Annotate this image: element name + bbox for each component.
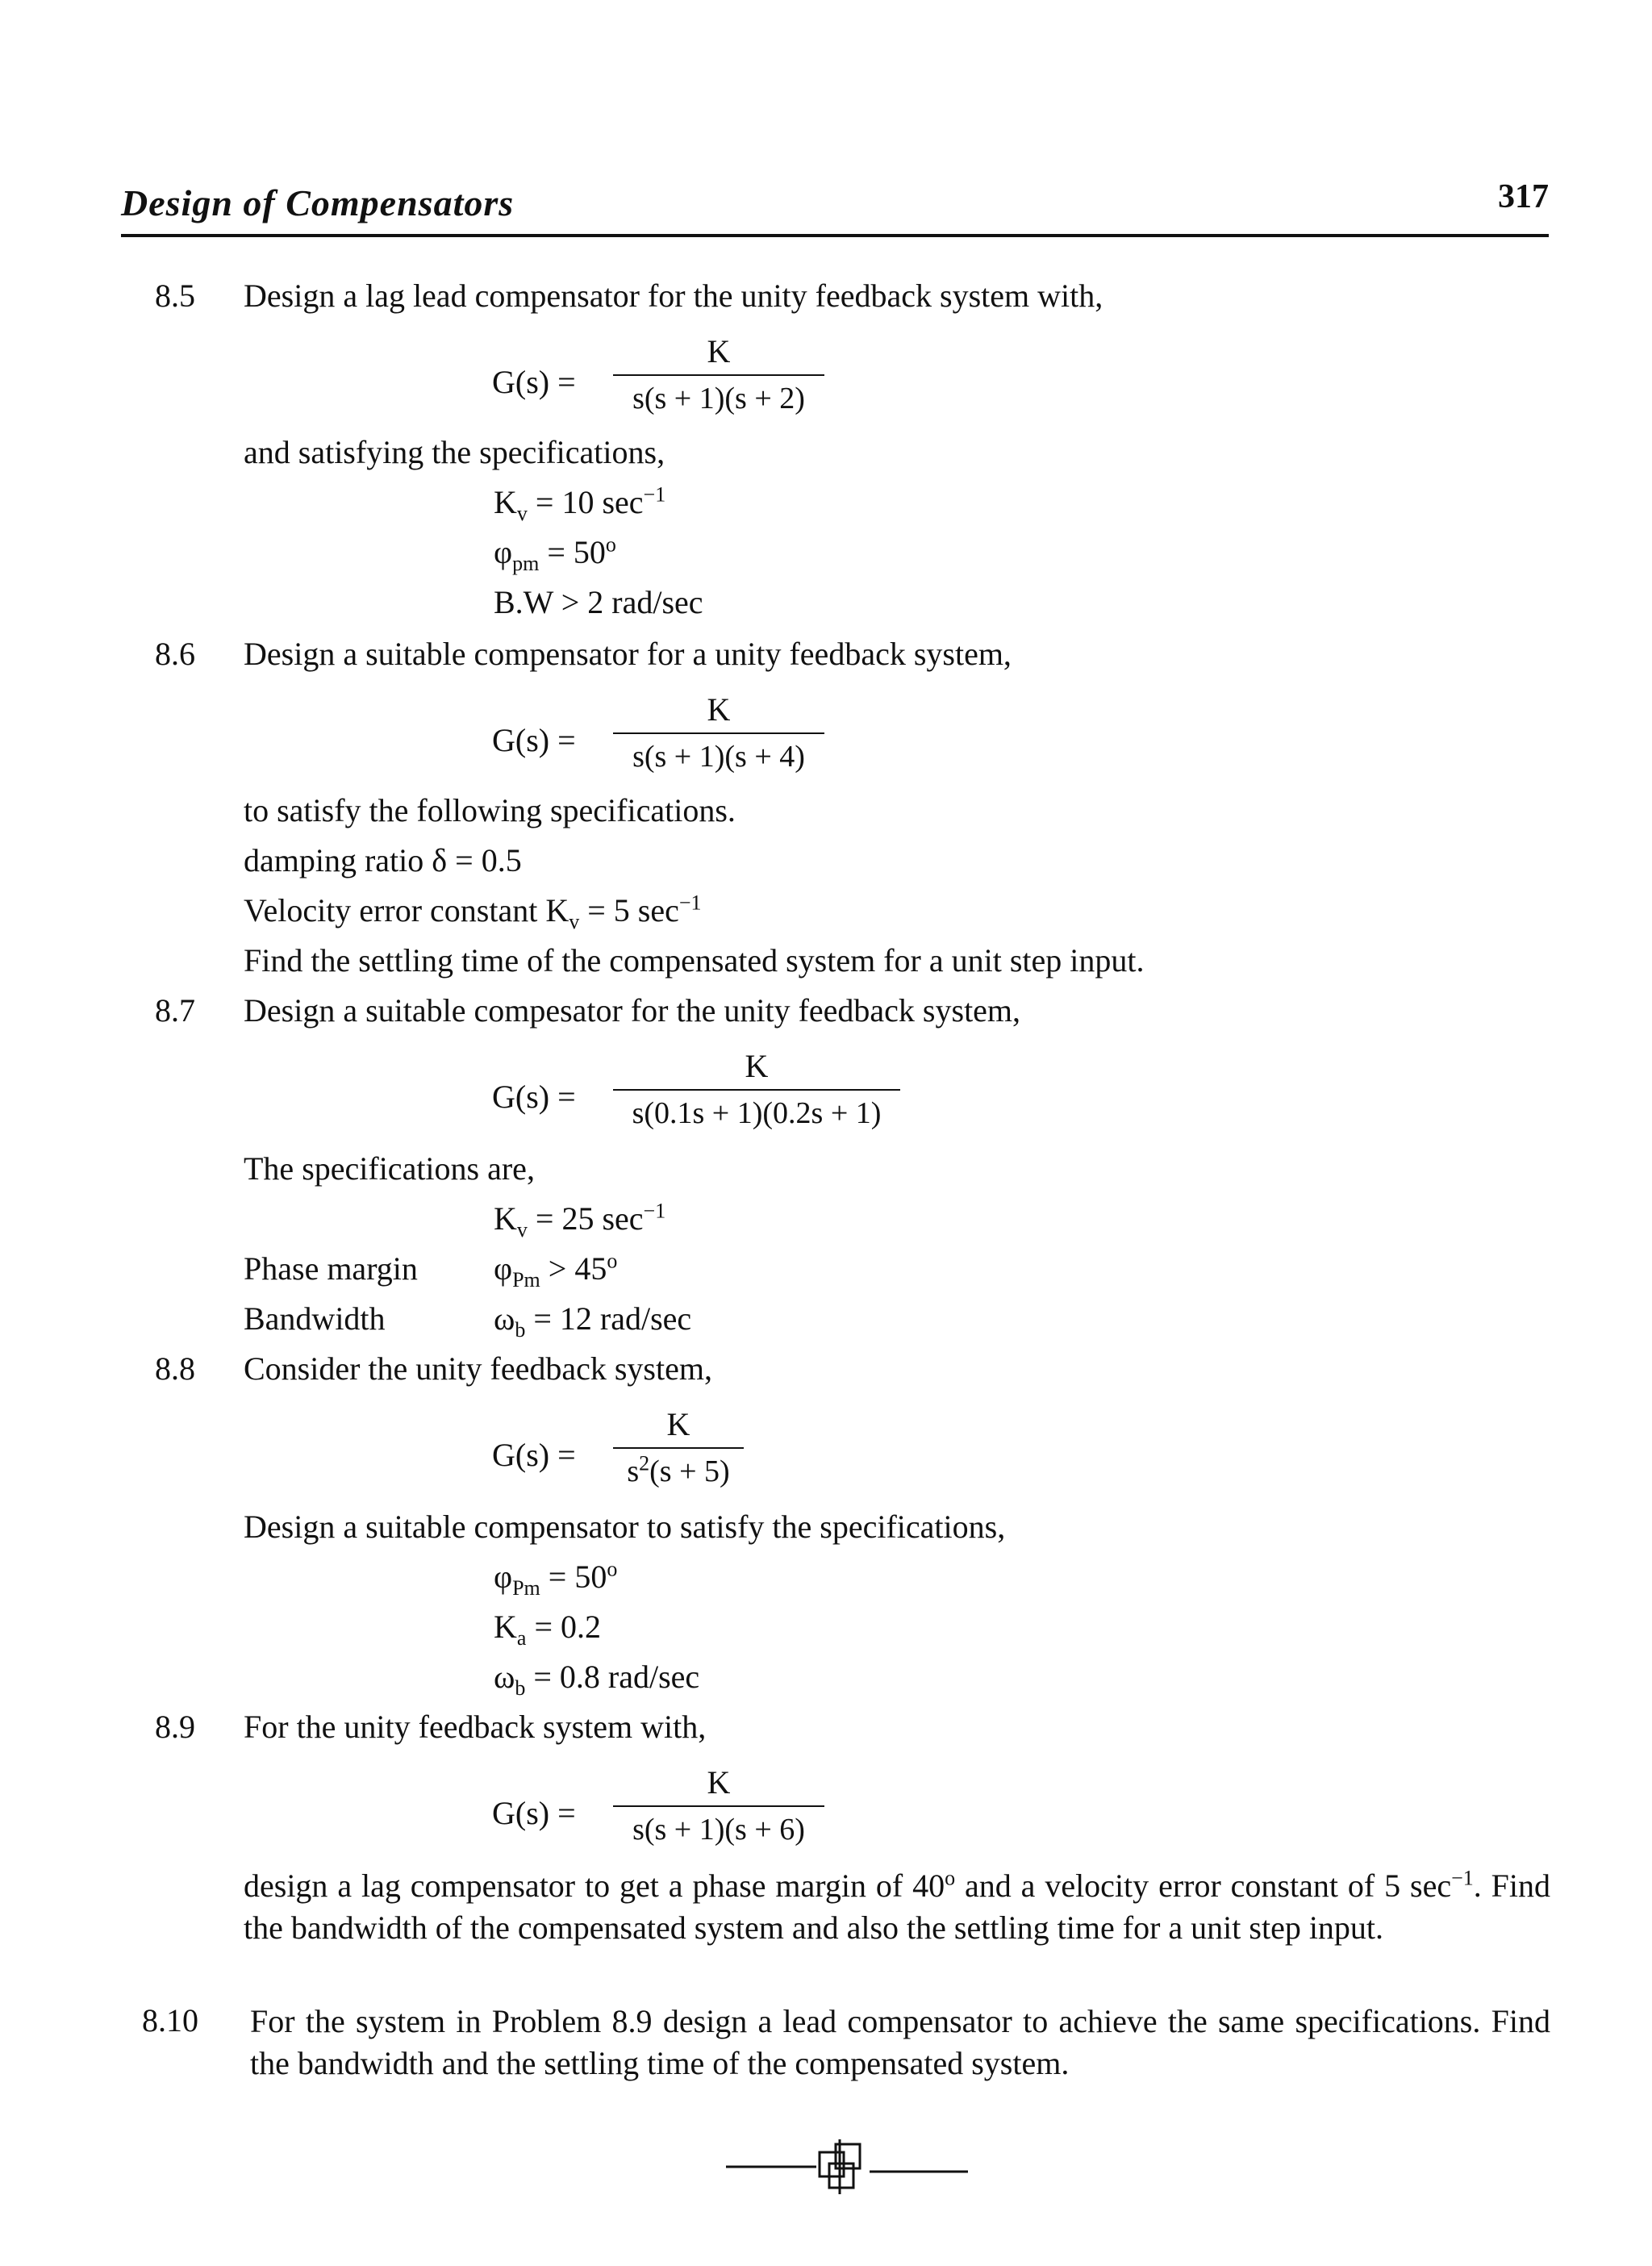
problem-text: Design a suitable compensator to satisfy the specifications,: [244, 1509, 1006, 1545]
page-number: 317: [1498, 178, 1549, 215]
problem-number: 8.5: [155, 278, 195, 314]
spec-line: $\omega_b = 0.8$ rad/sec: [494, 1659, 700, 1700]
problem-text: Find the settling time of the compensated system for a unit step input.: [244, 942, 1145, 979]
problem-number: 8.6: [155, 636, 195, 672]
spec-line: $\varphi_{Pm} = 50^o$: [494, 1557, 618, 1600]
problem-text: and satisfying the specifications,: [244, 434, 665, 470]
spec-line: Velocity error constant $K_v = 5$ $\sec^{-1}$: [244, 891, 702, 933]
running-header: [121, 176, 1549, 237]
problem-statement: Design a suitable compensator for a unity feedback system,: [244, 636, 1012, 672]
chapter-title: Design of Compensators: [121, 182, 515, 223]
problem-paragraph: design a lag compensator to get a phase margin of 40$^o$ and a velocity error constant of 5 $\sec^{-1}$. Find the bandwidth of the compensated system and also the settling time for a unit step input.: [244, 1866, 1551, 1946]
problem-number: 8.9: [155, 1709, 195, 1745]
spec-line: damping ratio δ = 0.5: [244, 842, 522, 878]
spec-line: B.W > 2 rad/sec: [494, 584, 703, 620]
end-ornament-icon: [726, 2138, 968, 2202]
spec-line: $\omega_b = 12$ rad/sec: [494, 1300, 692, 1342]
spec-line: $\varphi_{Pm} > 45^o$: [494, 1249, 618, 1292]
spec-label: Bandwidth: [244, 1300, 386, 1337]
problem-text: The specifications are,: [244, 1150, 535, 1187]
spec-line: $K_v = 25$ $\sec^{-1}$: [494, 1199, 666, 1242]
problem-number: 8.10: [142, 2002, 198, 2039]
problem-statement: For the unity feedback system with,: [244, 1709, 707, 1745]
page: Design of Compensators 317 8.5 Design a lag lead compensator for the unity feedback system with, G(s) = K s(s + 1)(s + 2) and satisfying the specifications, $K_v = 10$ $\sec^{-1}$ $\varphi_{pm} = 50^o$ B.W > 2 rad/sec 8.6 Design a suitable compensator for a unity feedback system, G(s) = K s(s + 1)(s + 4) to satisfy the following specifications. damping ratio δ = 0.5 Velocity error constant $K_v = 5$ $\sec^{-1}$ Find the settling time of the compensated system for a unit step input. 8.7 Design a suitable compesator for the unity feedback system, G(s) = K s(0.1s + 1)(0.2s + 1) The specifications are, $K_v = 25$ $\sec^{-1}$ Phase margin $\varphi_{Pm} > 45^o$ Bandwidth $\omega_b = 12$ rad/sec 8.8 Consider the unity feedback system, G(s) = K $s^2(s + 5)$ Design a suitable compensator to satisfy the specifications, $\varphi_{Pm} = 50^o$ $K_a = 0.2$ $\omega_b = 0.8$ rad/sec 8.9 For the unity feedback system with, G(s) = K s(s + 1)(s + 6) design a lag compensator to get a phase margin of 40$^o$ and a velocity error constant of 5 $\sec^{-1}$. Find the bandwidth of the compensated system and also the settling time for a unit step input. 8.10 For the system in Problem 8.9 design a lead compensator to achieve the same specifications. Find the bandwidth and the settling time of the compensated system.: [0, 0, 1652, 2266]
problem-number: 8.7: [155, 992, 195, 1029]
spec-line: $\varphi_{pm} = 50^o$: [494, 532, 616, 575]
problem-statement: Design a suitable compesator for the unity feedback system,: [244, 992, 1021, 1029]
problem-number: 8.8: [155, 1350, 195, 1387]
problem-statement: Consider the unity feedback system,: [244, 1350, 712, 1387]
spec-line: $K_a = 0.2$: [494, 1609, 601, 1650]
problem-statement: Design a lag lead compensator for the unity feedback system with,: [244, 278, 1103, 314]
problem-text: to satisfy the following specifications.: [244, 792, 736, 828]
spec-line: $K_v = 10$ $\sec^{-1}$: [494, 482, 666, 525]
problem-paragraph: For the system in Problem 8.9 design a lead compensator to achieve the same specifications. Find the bandwidth and the settling time of the compensated system.: [250, 2003, 1550, 2081]
spec-label: Phase margin: [244, 1250, 418, 1287]
